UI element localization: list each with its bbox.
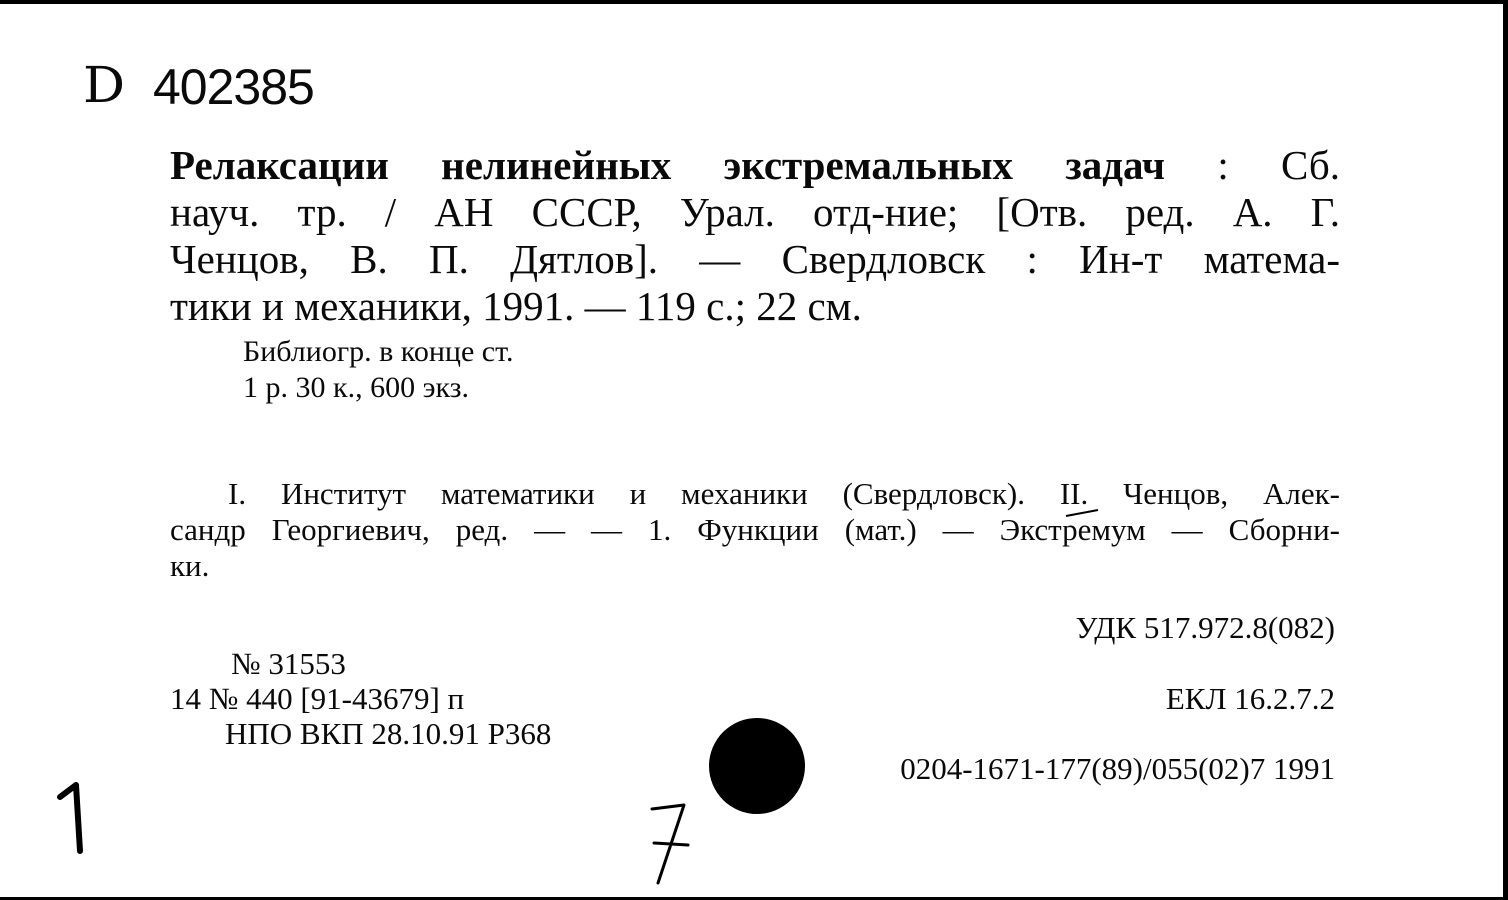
ekl-code: ЕКЛ 16.2.7.2 — [1165, 681, 1335, 716]
handwritten-one-mark — [50, 779, 94, 859]
description-line-2: науч. тр. / АН СССР, Урал. отд-ние; [Отв. ред. А. Г. — [170, 189, 1340, 235]
bibliography-note: Библиогр. в конце ст. — [243, 335, 514, 368]
price-note: 1 р. 30 к., 600 экз. — [243, 371, 469, 404]
tracing-line-3: ки. — [170, 548, 210, 583]
call-letter: D — [82, 56, 126, 114]
handwritten-underline-mark — [1064, 504, 1104, 520]
bibliographic-description — [170, 142, 1340, 330]
tracing-line-1: I. Институт математики и механики (Свердловск). II. Ченцов, Алек- — [228, 476, 1340, 511]
description-line-1 — [170, 142, 1340, 189]
title-suffix: : Сб. — [1165, 142, 1340, 188]
tracings-block — [170, 476, 1340, 584]
punch-hole — [709, 718, 805, 814]
description-line-4: тики и механики, 1991. — 119 с.; 22 см. — [170, 283, 862, 329]
tracing-line-2: сандр Георгиевич, ред. — — 1. Функции (мат.) — Экстремум — Сборни- — [170, 512, 1340, 547]
description-line-3: Ченцов, В. П. Дятлов]. — Свердловск : Ин-т матема- — [170, 236, 1340, 282]
accession-number: № 31553 — [231, 646, 346, 681]
printer-line: НПО ВКП 28.10.91 Р368 — [225, 716, 552, 751]
handwritten-seven-mark — [640, 799, 700, 889]
isbn-code: 0204-1671-177(89)/055(02)7 1991 — [900, 751, 1335, 786]
udk-code: УДК 517.972.8(082) — [1075, 610, 1335, 645]
notes-block — [243, 334, 513, 406]
book-title: Релаксации нелинейных экстремальных задач — [170, 142, 1166, 188]
call-number: 402385 — [153, 59, 314, 115]
order-number: 14 № 440 [91-43679] п — [170, 681, 465, 716]
